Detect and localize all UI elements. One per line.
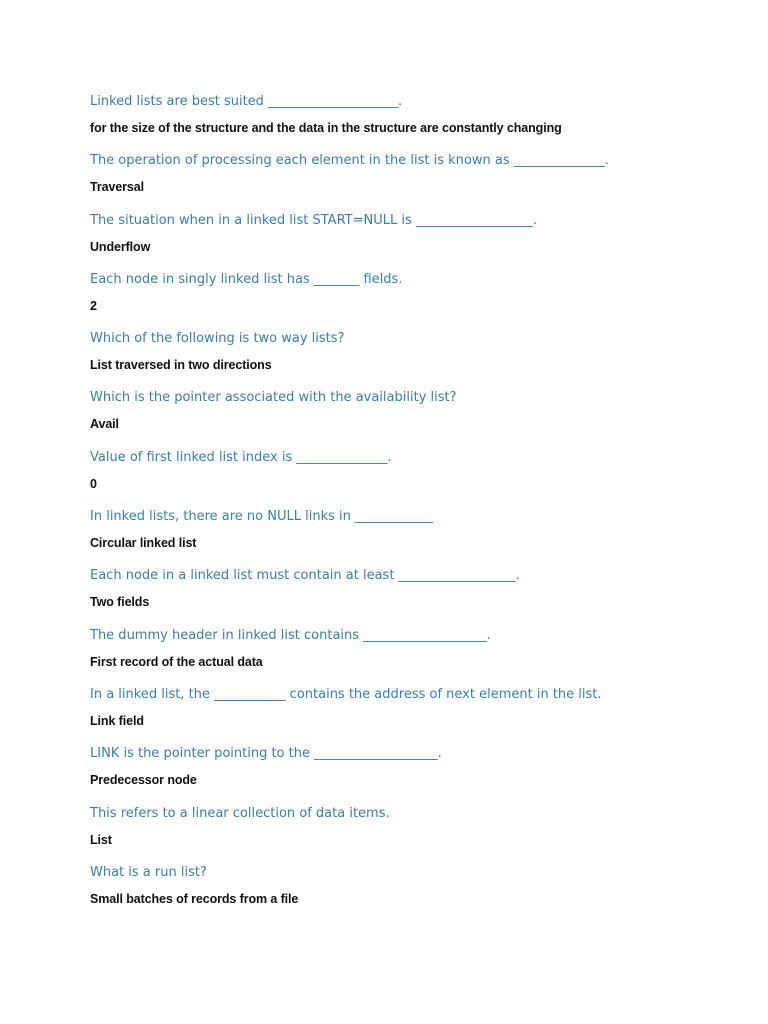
qa-item (90, 566, 750, 625)
qa-item (90, 685, 750, 744)
question-text: The dummy header in linked list contains ___________________. (90, 627, 491, 643)
question-text: Which of the following is two way lists? (90, 331, 345, 347)
answer-text: Link field (90, 713, 144, 728)
question-text: This refers to a linear collection of data items. (90, 805, 390, 821)
answer-text: for the size of the structure and the data in the structure are constantly changing (90, 121, 562, 135)
answer-text: 0 (90, 476, 97, 491)
qa-item (90, 270, 750, 329)
question-text: Each node in singly linked list has _______ fields. (90, 271, 403, 287)
question-text: In linked lists, there are no NULL links in ____________ (90, 509, 433, 525)
question-text: Each node in a linked list must contain at least __________________. (90, 568, 520, 584)
question-text: The operation of processing each element in the list is known as ______________. (90, 153, 609, 169)
answer-text: Avail (90, 417, 119, 432)
question-text: The situation when in a linked list START=NULL is __________________. (90, 212, 537, 228)
qa-item (90, 744, 750, 803)
qa-item (90, 804, 750, 863)
answer-text: Predecessor node (90, 773, 197, 788)
qa-item (90, 863, 750, 922)
answer-text: Small batches of records from a file (90, 891, 299, 906)
qa-list (90, 92, 750, 922)
question-text: Linked lists are best suited ____________________. (90, 94, 403, 109)
qa-item (90, 329, 750, 388)
question-text: Which is the pointer associated with the availability list? (90, 390, 457, 406)
question-text: LINK is the pointer pointing to the ___________________. (90, 746, 442, 762)
qa-item (90, 211, 750, 270)
answer-text: List (90, 832, 112, 847)
question-text: In a linked list, the ___________ contains the address of next element in the list. (90, 686, 602, 702)
question-text: What is a run list? (90, 864, 207, 880)
qa-item (90, 448, 750, 507)
answer-text: Underflow (90, 239, 151, 254)
answer-text: Circular linked list (90, 536, 197, 551)
qa-item (90, 92, 750, 151)
question-text: Value of first linked list index is ______________. (90, 449, 392, 465)
qa-item (90, 388, 750, 447)
qa-item (90, 151, 750, 210)
answer-text: List traversed in two directions (90, 358, 272, 373)
answer-text: Two fields (90, 595, 150, 610)
answer-text: Traversal (90, 180, 145, 195)
qa-item (90, 626, 750, 685)
answer-text: First record of the actual data (90, 654, 263, 669)
answer-text: 2 (90, 298, 97, 313)
qa-item (90, 507, 750, 566)
